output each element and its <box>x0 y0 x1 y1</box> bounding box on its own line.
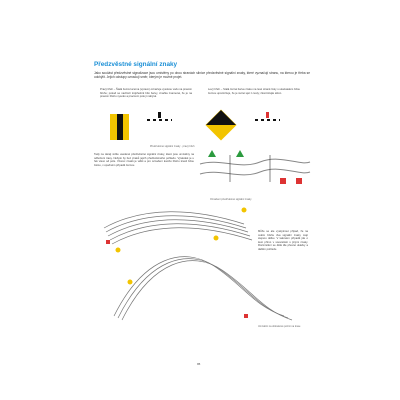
figure3-caption: Umístění na obloukové pozici na trase <box>258 325 301 328</box>
section-heading: Předzvěstné signální znaky <box>94 61 178 68</box>
black-stripe <box>117 114 123 140</box>
river-schematic-figure <box>200 150 310 195</box>
figure1-caption: Předzvěstné signální znaky · pravý břeh <box>150 145 195 148</box>
red-marker <box>106 240 110 244</box>
river-bend-figure <box>94 196 294 336</box>
yellow-buoy-marker <box>242 208 247 213</box>
red-square-marker <box>296 178 302 184</box>
left-sign-description: Pravý břeh – Štalá černá lucerna (vpravo) označuje vysokou vodu na pravém břehu; pokud se nachází trojúhelník bílé barvy, značka znamená, že je na pravém břehu vysoko a pracovní pole ji nabývá. <box>100 88 192 99</box>
red-square-marker <box>280 178 286 184</box>
right-sign-description: Levý břeh – Stalá černá barva znaku na levé straně řeky s ukazatelem bílou černou upozorňuje, že je nutné sjet z cesty; zkontrolujte sklon. <box>208 88 300 95</box>
intro-paragraph: Jako součást předzvěstné signalizace jsou umístěny po obou stranách silnice předzvěstné signální znaky, které vyznačují stranu, na kterou je třeba se odchýlit. Jejich odstupy označují směr, kterým je možné projet. <box>94 71 310 80</box>
figure2-caption: Označení předzvěstné signální znaky <box>210 198 252 201</box>
sign-examples-figure <box>110 112 310 146</box>
second-paragraph: Tady na okraji vidíte uvedené předzvěstné signální znaky, které jsou umístěny na odbočení trasy. Nebylo by bez znaků jejich předzvěstného pohledu. Výsledek je u řek vlevo od pole. Vzorec znaků je vidět a pro označení levého břehu kreslí bílou čárou, v opačném případě černou. <box>94 153 194 167</box>
side-paragraph: Může se ale vyskytnout případ, že na celém břehu dva signální znaky mají stejnou délku. V takovém případě jde o levé přímo v souvislosti s jinými znaky. Rozmístění se dělá dle přesné ukázky a dalším pohledu. <box>258 230 308 251</box>
green-triangle-marker <box>208 150 216 157</box>
yellow-buoy-marker <box>128 280 133 285</box>
red-marker <box>244 314 248 318</box>
green-triangle-marker <box>236 150 244 157</box>
yellow-buoy-marker <box>214 236 219 241</box>
yellow-buoy-marker <box>116 248 121 253</box>
page-number: 95 <box>197 362 201 366</box>
